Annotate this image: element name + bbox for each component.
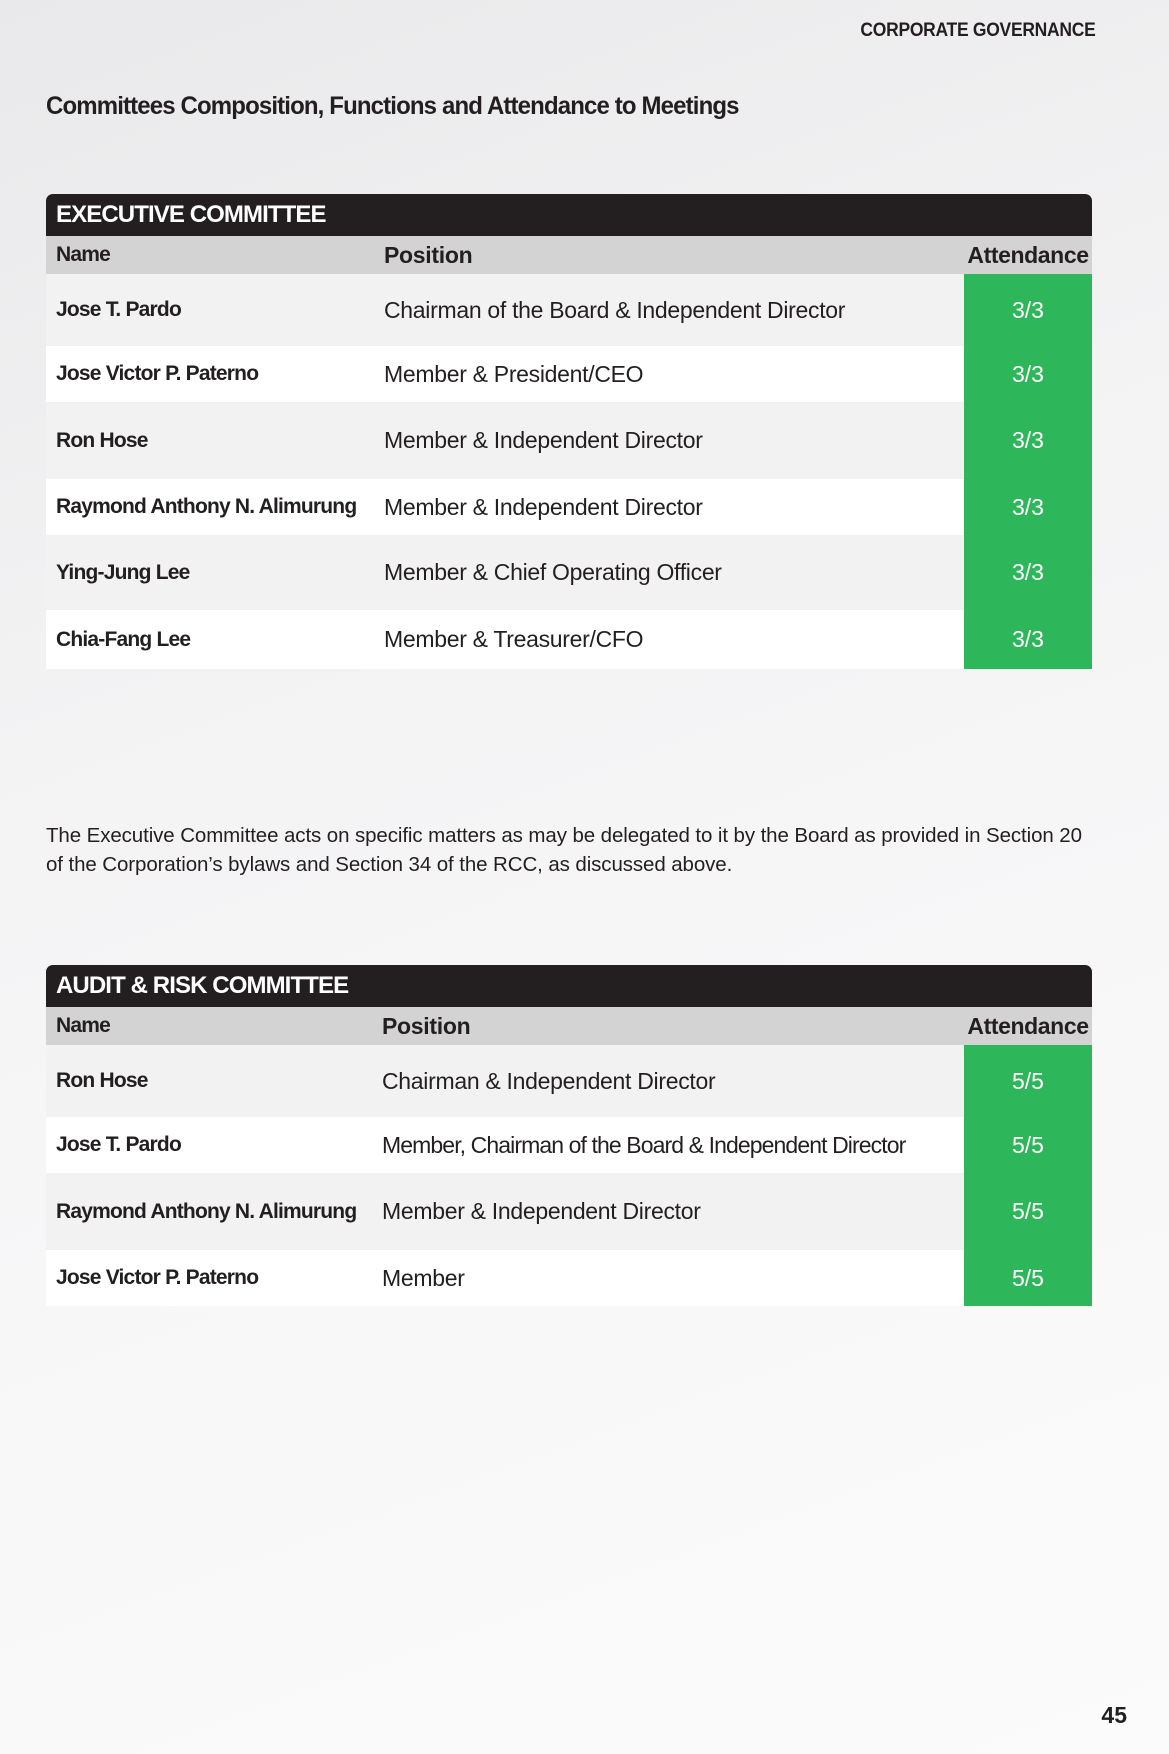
attendance-value: 3/3: [964, 610, 1092, 669]
member-position: Member & Treasurer/CFO: [384, 626, 644, 652]
table-row: [46, 479, 1092, 535]
member-name: Ron Hose: [56, 1069, 148, 1092]
attendance-value: 5/5: [964, 1173, 1092, 1250]
member-name: Ying-Jung Lee: [56, 560, 190, 584]
member-position: Member, Chairman of the Board & Independent Director: [382, 1131, 906, 1158]
attendance-value: 5/5: [964, 1117, 1092, 1173]
table-row: [46, 1117, 1092, 1173]
member-name: Raymond Anthony N. Alimurung: [56, 1199, 357, 1223]
member-name: Jose Victor P. Paterno: [56, 362, 259, 385]
table-row: [46, 274, 1092, 346]
column-header-position: Position: [382, 1012, 471, 1039]
table-row: [46, 346, 1092, 402]
audit-risk-committee-table: [46, 965, 1092, 1306]
member-name: Chia-Fang Lee: [56, 627, 191, 651]
member-name: Jose Victor P. Paterno: [56, 1266, 259, 1289]
table-row: [46, 610, 1092, 669]
member-position: Member & Chief Operating Officer: [384, 559, 722, 585]
attendance-value: 3/3: [964, 274, 1092, 346]
attendance-value: 5/5: [964, 1045, 1092, 1117]
member-name: Raymond Anthony N. Alimurung: [56, 495, 357, 518]
column-header-name: Name: [56, 243, 110, 266]
section-header: CORPORATE GOVERNANCE: [859, 20, 1095, 41]
member-position: Member & President/CEO: [384, 360, 644, 387]
member-name: Jose T. Pardo: [56, 298, 181, 321]
table-row: [46, 535, 1092, 610]
member-position: Member & Independent Director: [382, 1198, 701, 1224]
attendance-value: 3/3: [964, 479, 1092, 535]
member-name: Jose T. Pardo: [56, 1133, 181, 1156]
table-row: [46, 1250, 1092, 1306]
member-position: Member & Independent Director: [384, 493, 703, 520]
member-position: Chairman & Independent Director: [382, 1067, 716, 1094]
table-row: [46, 402, 1092, 479]
page-number: 45: [1101, 1702, 1127, 1728]
column-header-position: Position: [384, 241, 473, 268]
table-header-row: [46, 236, 1092, 274]
attendance-value: 3/3: [964, 346, 1092, 402]
column-header-attendance: Attendance: [967, 1012, 1089, 1039]
column-header-attendance: Attendance: [967, 241, 1089, 268]
table-row: [46, 1173, 1092, 1250]
table-header-row: [46, 1007, 1092, 1045]
attendance-value: 3/3: [964, 402, 1092, 479]
table-row: [46, 1045, 1092, 1117]
attendance-value: 3/3: [964, 535, 1092, 610]
page-title: Committees Composition, Functions and Attendance to Meetings: [46, 92, 739, 120]
attendance-value: 5/5: [964, 1250, 1092, 1306]
member-position: Chairman of the Board & Independent Director: [384, 296, 846, 323]
member-name: Ron Hose: [56, 428, 148, 452]
member-position: Member: [382, 1264, 465, 1291]
column-header-name: Name: [56, 1014, 110, 1037]
member-position: Member & Independent Director: [384, 427, 703, 453]
table-title: EXECUTIVE COMMITTEE: [46, 194, 1092, 236]
table-title: AUDIT & RISK COMMITTEE: [46, 965, 1092, 1007]
executive-committee-description: The Executive Committee acts on specific matters as may be delegated to it by the Board as provided in Section 20 of the Corporation’s bylaws and Section 34 of the RCC, as discussed above.: [46, 823, 1082, 876]
executive-committee-table: [46, 194, 1092, 669]
